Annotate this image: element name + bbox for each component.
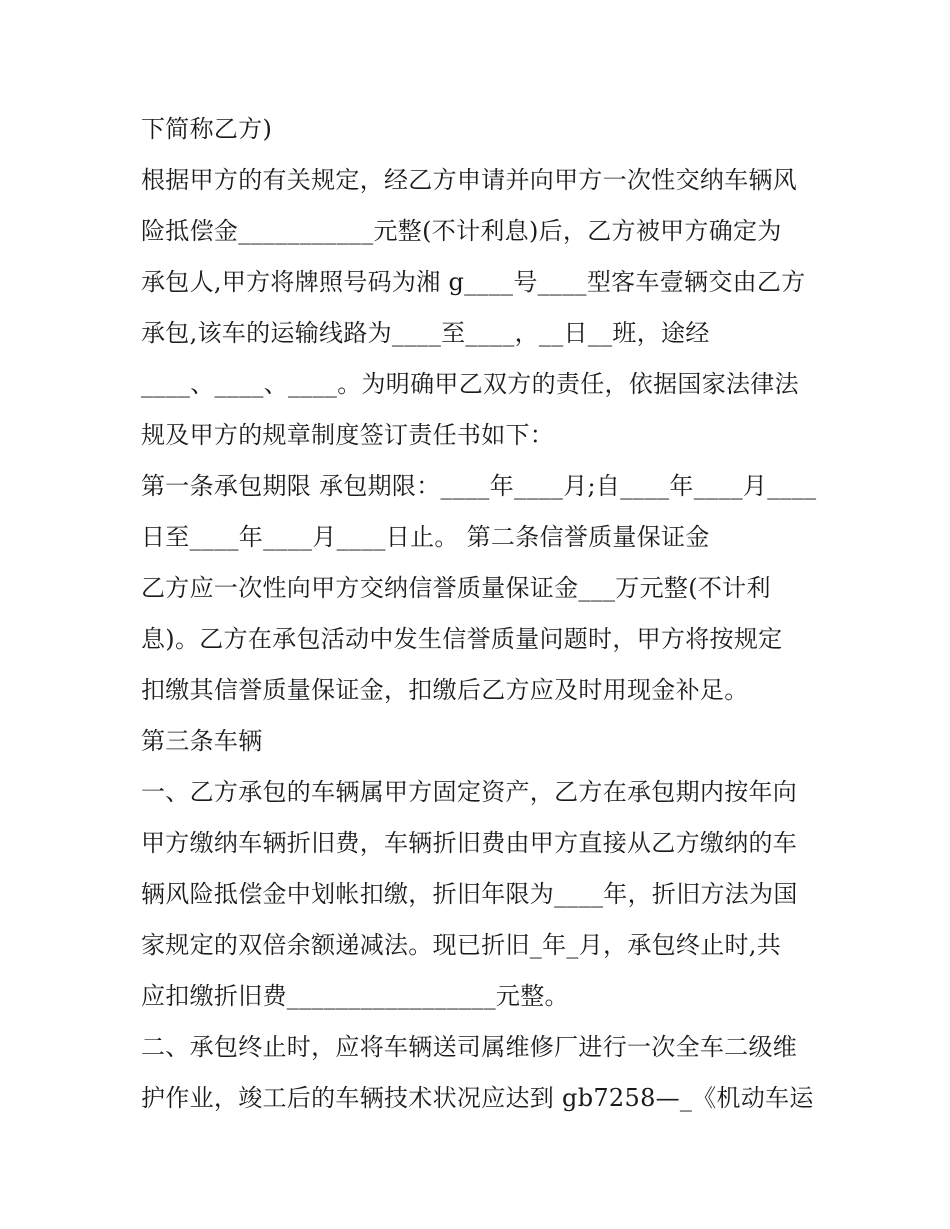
text-line: 乙方应一次性向甲方交纳信誉质量保证金___万元整(不计利 [141,574,771,602]
document-body [141,104,821,1124]
text-line: 第三条车辆 [141,727,263,755]
text-line: 承包人,甲方将牌照号码为湘 g____号____型客车壹辆交由乙方 [141,268,806,296]
text-line: 日至____年____月____日止。 第二条信誉质量保证金 [141,523,710,551]
text-line: 辆风险抵偿金中划帐扣缴，折旧年限为____年，折旧方法为国 [141,880,798,908]
text-line: 家规定的双倍余额递减法。现已折旧_年_月，承包终止时,共 [141,931,782,959]
text-line: 承包,该车的运输线路为____至____，__日__班，途经 [141,319,710,347]
text-line: 护作业，竣工后的车辆技术状况应达到 gb7258—_《机动车运 [141,1084,814,1112]
text-line: 甲方缴纳车辆折旧费，车辆折旧费由甲方直接从乙方缴纳的车 [141,829,798,857]
text-line: 规及甲方的规章制度签订责任书如下： [141,421,555,449]
text-line: 一、乙方承包的车辆属甲方固定资产，乙方在承包期内按年向 [141,778,798,806]
text-line: 扣缴其信誉质量保证金，扣缴后乙方应及时用现金补足。 [141,676,749,704]
text-line: 第一条承包期限 承包期限：____年____月;自____年____月____ [141,472,817,500]
text-line: ____、____、____。为明确甲乙双方的责任，依据国家法律法 [141,370,799,398]
text-line: 二、承包终止时，应将车辆送司属维修厂进行一次全车二级维 [141,1033,798,1061]
text-line: 息)。乙方在承包活动中发生信誉质量问题时，甲方将按规定 [141,625,783,653]
text-line: 下简称乙方) [141,115,273,143]
text-line: 根据甲方的有关规定，经乙方申请并向甲方一次性交纳车辆风 [141,166,798,194]
text-line: 险抵偿金___________元整(不计利息)后，乙方被甲方确定为 [141,217,782,245]
text-line: 应扣缴折旧费_________________元整。 [141,982,569,1010]
